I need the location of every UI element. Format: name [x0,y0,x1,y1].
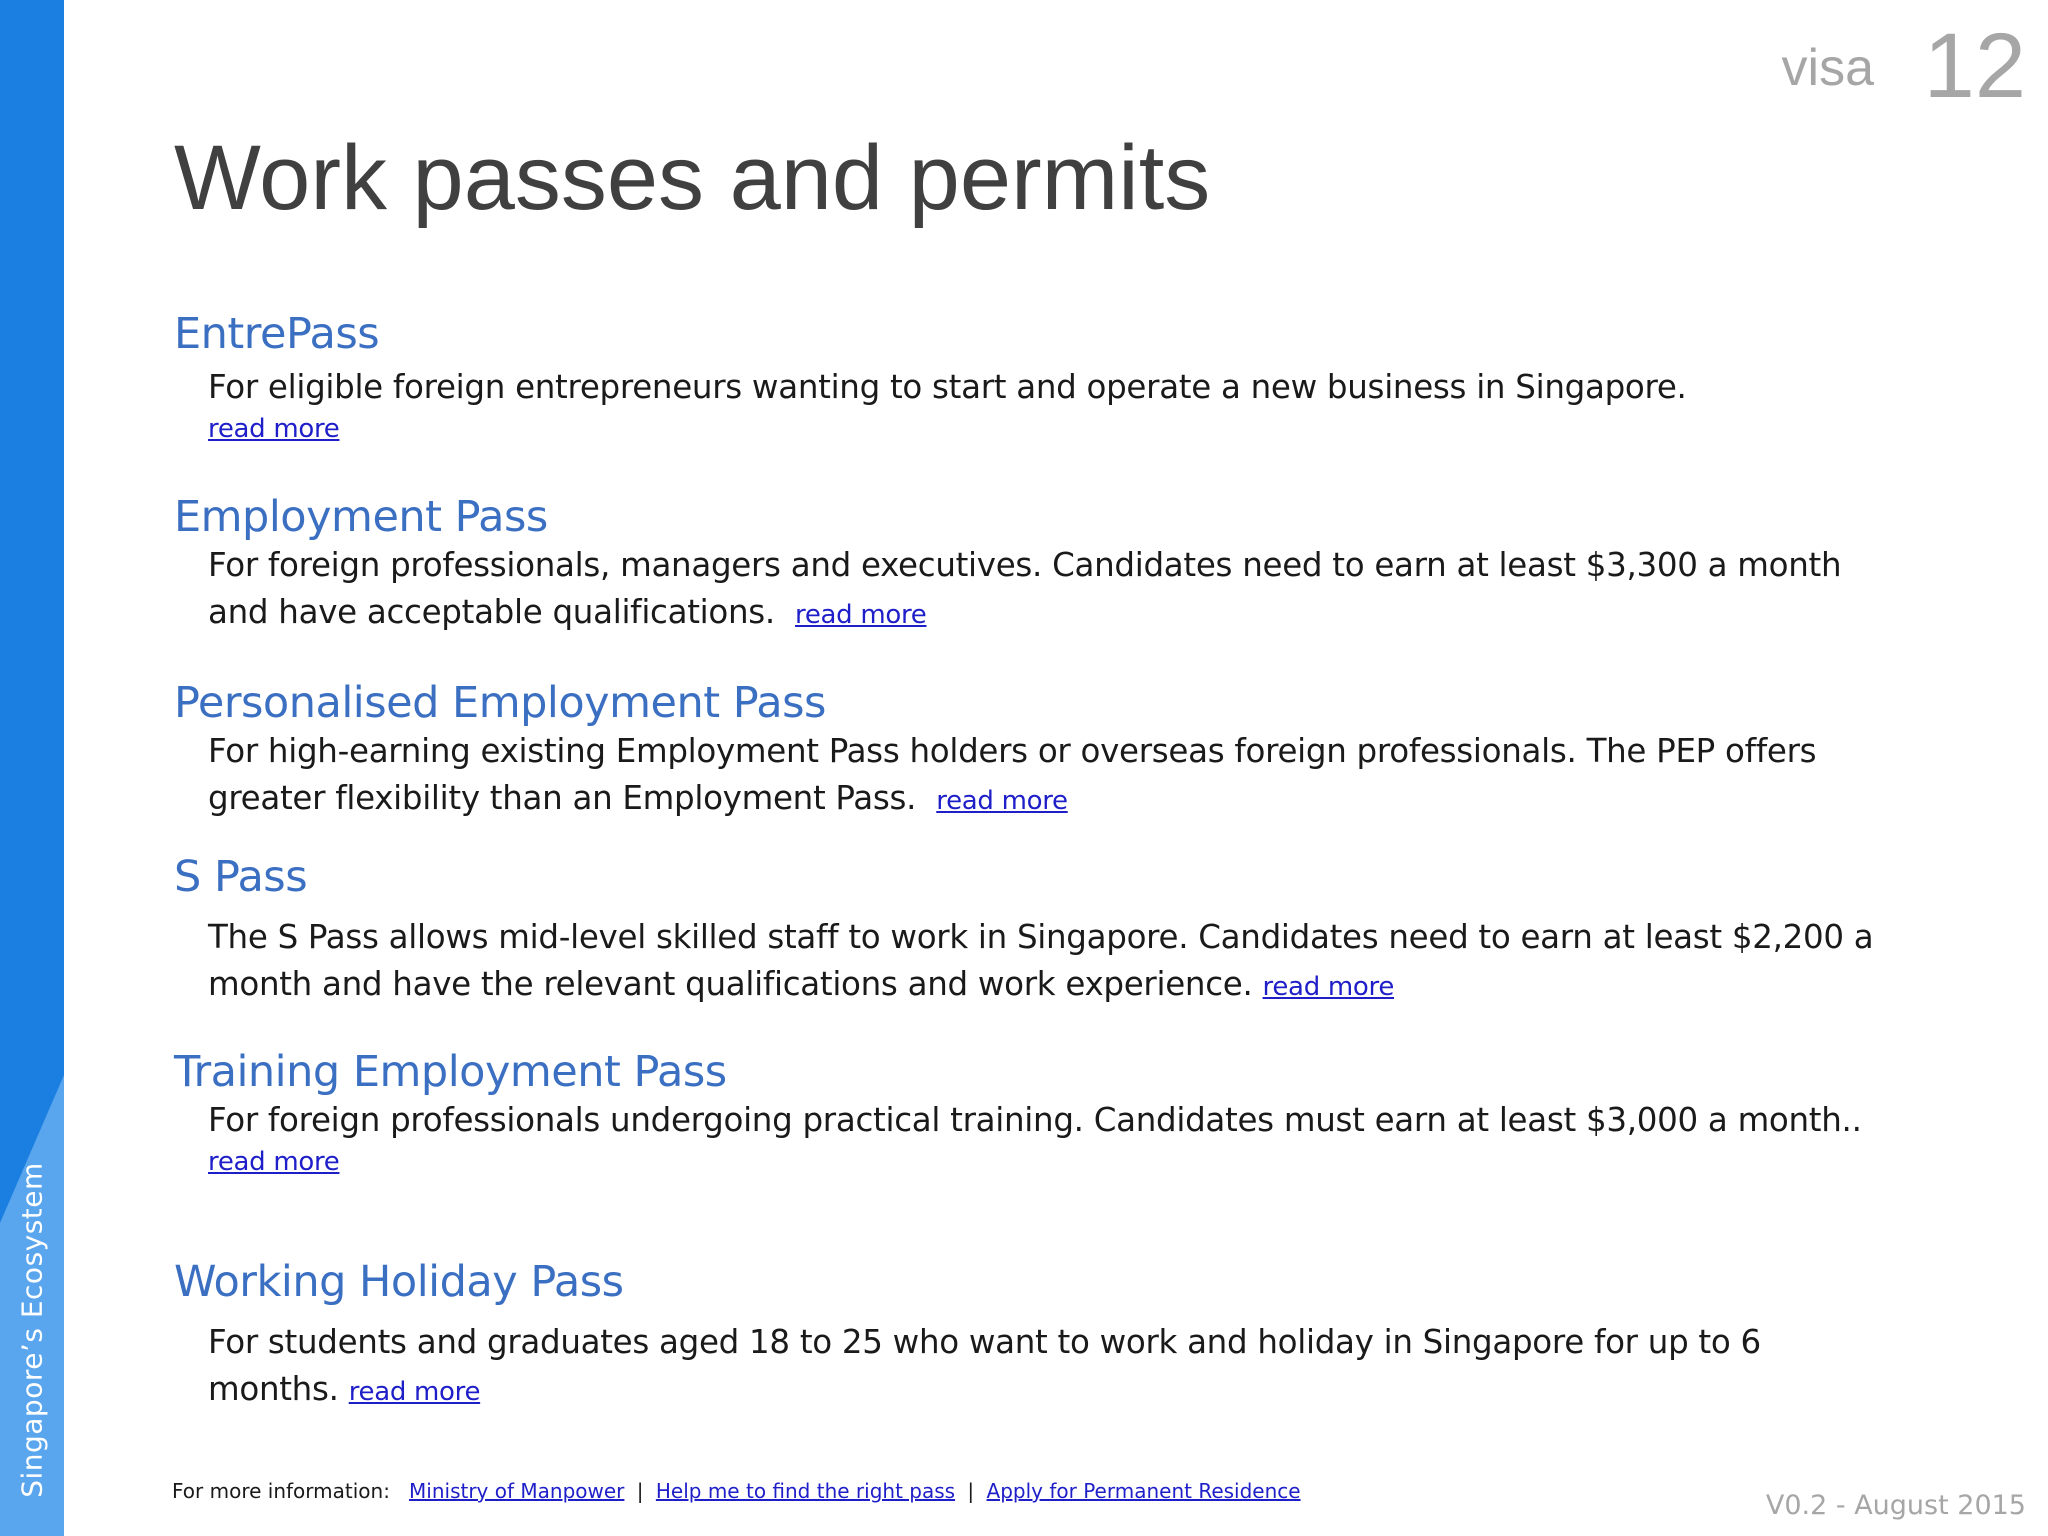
pass-employment-pass [174,493,1874,639]
pass-heading: Personalised Employment Pass [174,678,826,728]
pass-description-text: For eligible foreign entrepreneurs wanting to start and operate a new business in Singapore. [208,368,1687,407]
footer-separator: | [636,1479,644,1503]
read-more-link[interactable]: read more [936,786,1068,817]
pass-heading: EntrePass [174,309,380,359]
pass-training-employment-pass [174,1048,1874,1180]
pass-description-text: For students and graduates aged 18 to 25 who want to work and holiday in Singapore for up to 6 months. [208,1323,1761,1409]
pass-working-holiday-pass [174,1258,1874,1416]
pass-description-text: For high-earning existing Employment Pass holders or overseas foreign professionals. The PEP offers greater flexibility than an Employment Pass. [208,732,1817,818]
pass-description [174,542,1874,639]
footer [172,1479,1301,1503]
pass-heading: Employment Pass [174,492,548,542]
pass-description [174,364,1874,447]
sidebar [0,0,64,1536]
pass-entrepass [174,310,1874,447]
page-number: 12 [1923,15,2026,117]
footer-separator: | [967,1479,975,1503]
pass-heading: S Pass [174,852,308,902]
pass-description [174,914,1874,1011]
sidebar-label: Singapore’s Ecosystem [15,1162,49,1498]
pass-description [174,1319,1874,1416]
section-tag: visa [1781,39,1874,97]
footer-link-ministry-of-manpower[interactable]: Ministry of Manpower [409,1479,625,1503]
footer-prefix: For more information: [172,1479,390,1503]
pass-s-pass [174,853,1874,1011]
version-label: V0.2 - August 2015 [1765,1490,2026,1521]
pass-description-text: For foreign professionals, managers and executives. Candidates need to earn at least $3,300 a month and have acceptable qualifications. [208,546,1842,632]
pass-description [174,1097,1874,1180]
footer-link-find-right-pass[interactable]: Help me to find the right pass [655,1479,956,1503]
page-title: Work passes and permits [174,127,1211,229]
pass-heading: Working Holiday Pass [174,1257,624,1307]
pass-personalised-employment-pass [174,679,1874,825]
pass-heading: Training Employment Pass [174,1047,727,1097]
pass-description [174,728,1874,825]
read-more-link[interactable]: read more [208,1147,340,1178]
footer-link-apply-permanent-residence[interactable]: Apply for Permanent Residence [986,1479,1301,1503]
read-more-link[interactable]: read more [348,1377,481,1408]
read-more-link[interactable]: read more [208,414,340,445]
read-more-link[interactable]: read more [795,600,927,631]
pass-description-text: The S Pass allows mid-level skilled staff to work in Singapore. Candidates need to earn at least $2,200 a month and have the relevant qualifications and work experience. [208,918,1874,1004]
pass-description-text: For foreign professionals undergoing practical training. Candidates must earn at least $3,000 a month.. [208,1101,1862,1140]
read-more-link[interactable]: read more [1262,972,1395,1003]
